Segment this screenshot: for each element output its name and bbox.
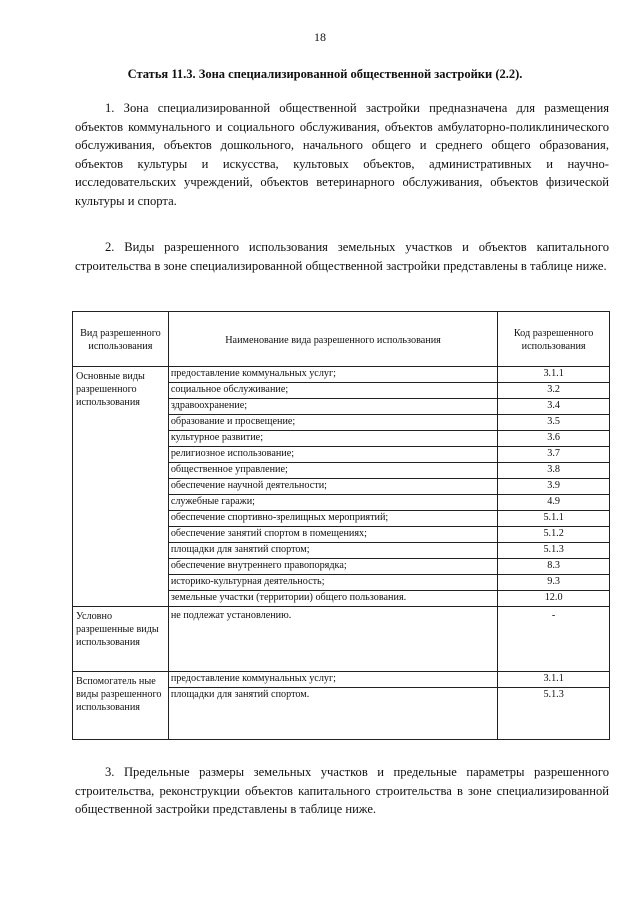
use-code: 5.1.3 bbox=[498, 688, 610, 704]
header-use-name: Наименование вида разрешенного использования bbox=[168, 312, 497, 367]
use-code: 3.2 bbox=[498, 383, 610, 399]
use-code: 3.5 bbox=[498, 415, 610, 431]
paragraph-3: 3. Предельные размеры земельных участков и предельные параметры разрешенного строительства, реконструкции объектов капитального строительства в зоне специализированной общественной застройки представлены в таблице ниже. bbox=[75, 765, 609, 817]
table-header-row bbox=[73, 312, 610, 367]
page-number: 18 bbox=[314, 30, 326, 44]
category-conditional: Условно разрешенные виды использования bbox=[73, 607, 169, 672]
paragraph-1: 1. Зона специализированной общественной застройки предназначена для размещения объектов коммунального и социального обслуживания, объектов амбулаторно-поликлинического обслуживания, объектов дошкольного, начального общего и среднего общего образования, объектов культуры и искусства, культовых объектов, административных и научно-исследовательских учреждений, объектов ветеринарного обслуживания, объектов физической культуры и спорта. bbox=[75, 101, 609, 208]
use-name: обеспечение внутреннего правопорядка; bbox=[168, 559, 497, 575]
use-name: обеспечение занятий спортом в помещениях; bbox=[168, 527, 497, 543]
use-name: не подлежат установлению. bbox=[168, 607, 497, 672]
use-code: 5.1.2 bbox=[498, 527, 610, 543]
use-name: образование и просвещение; bbox=[168, 415, 497, 431]
use-name: здравоохранение; bbox=[168, 399, 497, 415]
spacer-cell bbox=[168, 703, 497, 740]
use-code: 4.9 bbox=[498, 495, 610, 511]
use-code: 3.4 bbox=[498, 399, 610, 415]
use-code: 5.1.3 bbox=[498, 543, 610, 559]
article-title: Статья 11.3. Зона специализированной общественной застройки (2.2). bbox=[127, 67, 523, 81]
use-code: 8.3 bbox=[498, 559, 610, 575]
permitted-use-table bbox=[72, 311, 610, 740]
use-code: 3.6 bbox=[498, 431, 610, 447]
use-name: площадки для занятий спортом; bbox=[168, 543, 497, 559]
header-use-code: Код разрешенного использования bbox=[498, 312, 610, 367]
use-name: земельные участки (территории) общего пользования. bbox=[168, 591, 497, 607]
use-name: обеспечение научной деятельности; bbox=[168, 479, 497, 495]
use-name: предоставление коммунальных услуг; bbox=[168, 367, 497, 383]
use-name: обеспечение спортивно-зрелищных мероприятий; bbox=[168, 511, 497, 527]
use-code: 9.3 bbox=[498, 575, 610, 591]
use-code: 3.1.1 bbox=[498, 367, 610, 383]
use-code: 3.9 bbox=[498, 479, 610, 495]
use-code: 3.7 bbox=[498, 447, 610, 463]
use-code: 5.1.1 bbox=[498, 511, 610, 527]
use-code: - bbox=[498, 607, 610, 672]
use-name: площадки для занятий спортом. bbox=[168, 688, 497, 704]
category-main: Основные виды разрешенного использования bbox=[73, 367, 169, 607]
paragraph-2: 2. Виды разрешенного использования земельных участков и объектов капитального строительства в зоне специализированной общественной застройки представлены в таблице ниже. bbox=[75, 240, 609, 273]
spacer-cell bbox=[498, 703, 610, 740]
use-name: предоставление коммунальных услуг; bbox=[168, 672, 497, 688]
use-name: служебные гаражи; bbox=[168, 495, 497, 511]
category-auxiliary: Вспомогатель ные виды разрешенного использования bbox=[73, 672, 169, 740]
table-row bbox=[73, 607, 610, 672]
use-name: историко-культурная деятельность; bbox=[168, 575, 497, 591]
table-row bbox=[73, 672, 610, 688]
use-name: культурное развитие; bbox=[168, 431, 497, 447]
auxiliary-uses-group bbox=[73, 672, 610, 740]
use-code: 3.8 bbox=[498, 463, 610, 479]
use-code: 12.0 bbox=[498, 591, 610, 607]
use-name: религиозное использование; bbox=[168, 447, 497, 463]
use-name: социальное обслуживание; bbox=[168, 383, 497, 399]
use-code: 3.1.1 bbox=[498, 672, 610, 688]
main-uses-group bbox=[73, 367, 610, 607]
header-use-type: Вид разрешенного использования bbox=[73, 312, 169, 367]
use-name: общественное управление; bbox=[168, 463, 497, 479]
table-row bbox=[73, 367, 610, 383]
conditional-uses-group bbox=[73, 607, 610, 672]
